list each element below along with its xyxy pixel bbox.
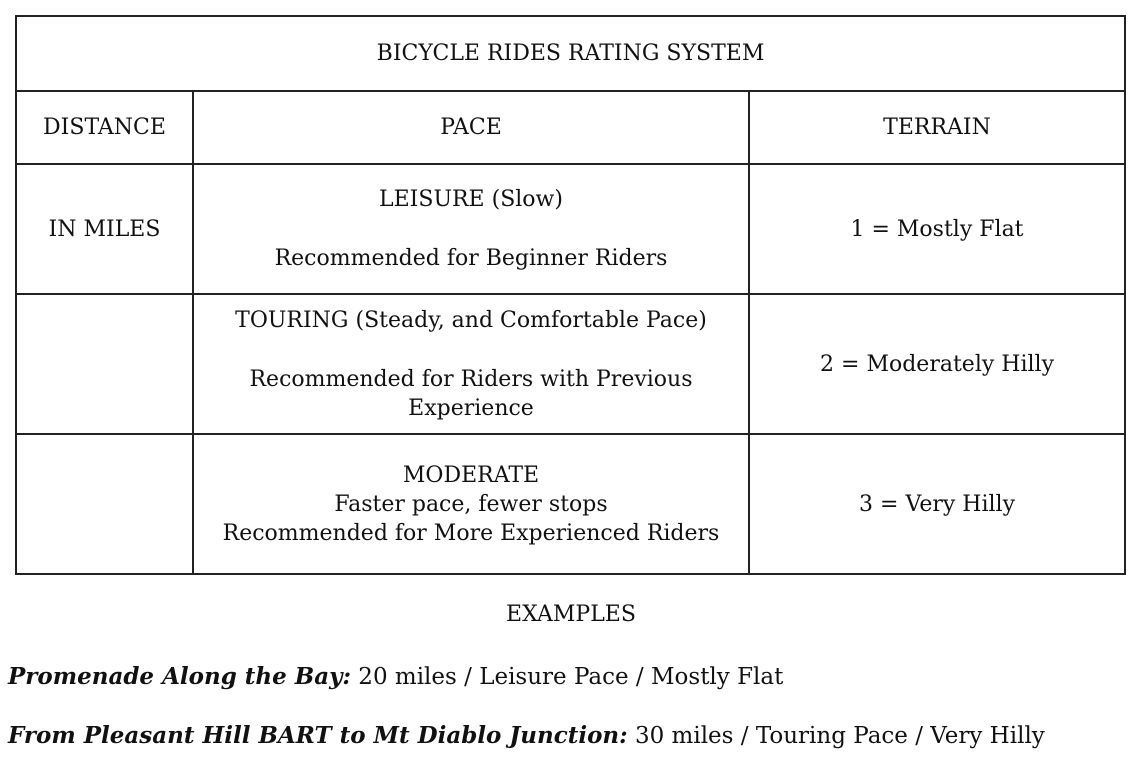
example-ride-name: From Pleasant Hill BART to Mt Diablo Junction: — [8, 722, 628, 749]
pace-cell — [193, 294, 749, 434]
example-line — [8, 661, 783, 693]
pace-description: Recommended for Riders with Previous Experience — [249, 366, 693, 421]
pace-cell — [193, 434, 749, 574]
distance-cell — [16, 434, 193, 574]
pace-name: LEISURE (Slow) — [379, 187, 563, 212]
table-row — [16, 294, 1125, 434]
title-row — [16, 16, 1125, 91]
distance-cell — [16, 294, 193, 434]
header-terrain: TERRAIN — [749, 91, 1125, 164]
header-row — [16, 91, 1125, 164]
example-ride-name: Promenade Along the Bay: — [8, 663, 351, 690]
example-line — [8, 720, 1045, 752]
example-ride-detail: 30 miles / Touring Pace / Very Hilly — [627, 723, 1045, 749]
header-pace: PACE — [193, 91, 749, 164]
pace-name: MODERATE — [402, 462, 540, 488]
example-ride-detail: 20 miles / Leisure Pace / Mostly Flat — [351, 664, 784, 690]
table-row — [16, 164, 1125, 294]
pace-name: TOURING (Steady, and Comfortable Pace) — [235, 307, 707, 333]
distance-cell: IN MILES — [16, 164, 193, 294]
pace-description: Recommended for More Experienced Riders — [222, 520, 720, 546]
pace-cell — [193, 164, 749, 294]
header-distance: DISTANCE — [16, 91, 193, 164]
terrain-cell: 1 = Mostly Flat — [749, 164, 1125, 294]
table-row — [16, 434, 1125, 574]
examples-heading: EXAMPLES — [506, 602, 636, 627]
pace-description: Recommended for Beginner Riders — [274, 246, 668, 271]
rating-table — [15, 15, 1126, 575]
pace-description: Faster pace, fewer stops — [334, 491, 608, 517]
terrain-cell: 2 = Moderately Hilly — [749, 294, 1125, 434]
terrain-cell: 3 = Very Hilly — [749, 434, 1125, 574]
table-title: BICYCLE RIDES RATING SYSTEM — [16, 16, 1125, 91]
